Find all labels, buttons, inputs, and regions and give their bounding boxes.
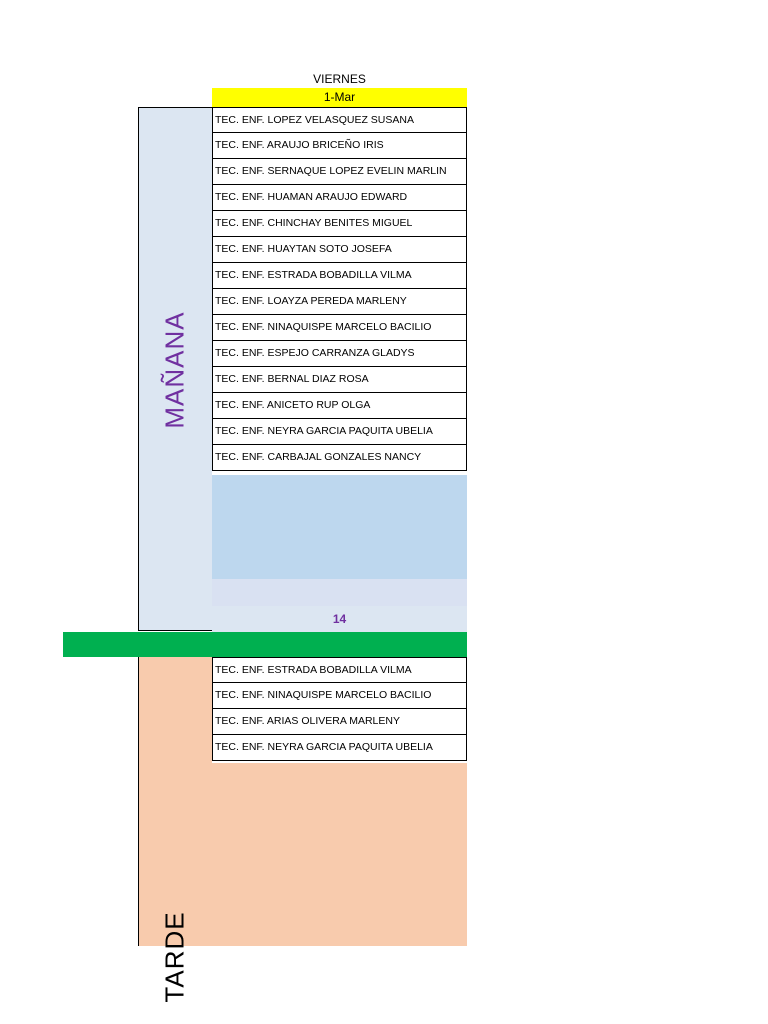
day-header: VIERNES <box>313 72 366 86</box>
staff-row: TEC. ENF. ESPEJO CARRANZA GLADYS <box>212 341 467 367</box>
staff-row: TEC. ENF. NINAQUISPE MARCELO BACILIO <box>212 683 467 709</box>
staff-row: TEC. ENF. LOAYZA PEREDA MARLENY <box>212 289 467 315</box>
staff-row: TEC. ENF. CARBAJAL GONZALES NANCY <box>212 445 467 471</box>
staff-row: TEC. ENF. ESTRADA BOBADILLA VILMA <box>212 657 467 683</box>
morning-staff-count: 14 <box>212 606 467 632</box>
staff-row: TEC. ENF. NINAQUISPE MARCELO BACILIO <box>212 315 467 341</box>
staff-row: TEC. ENF. HUAYTAN SOTO JOSEFA <box>212 237 467 263</box>
empty-slot-row <box>212 579 467 606</box>
staff-row: TEC. ENF. ESTRADA BOBADILLA VILMA <box>212 263 467 289</box>
staff-row: TEC. ENF. ANICETO RUP OLGA <box>212 393 467 419</box>
afternoon-shift-label: TARDE <box>159 911 190 1003</box>
shift-separator <box>63 632 467 657</box>
morning-staff-list <box>212 107 467 471</box>
staff-row: TEC. ENF. ARIAS OLIVERA MARLENY <box>212 709 467 735</box>
staff-row: TEC. ENF. SERNAQUE LOPEZ EVELIN MARLIN <box>212 159 467 185</box>
afternoon-label-area <box>138 657 212 1003</box>
staff-row: TEC. ENF. HUAMAN ARAUJO EDWARD <box>212 185 467 211</box>
empty-slots-band <box>212 475 467 579</box>
staff-row: TEC. ENF. NEYRA GARCIA PAQUITA UBELIA <box>212 419 467 445</box>
afternoon-empty-area <box>212 763 467 946</box>
staff-row: TEC. ENF. ARAUJO BRICEÑO IRIS <box>212 133 467 159</box>
afternoon-staff-list <box>212 657 467 761</box>
date-header: 1-Mar <box>212 88 467 107</box>
staff-row: TEC. ENF. LOPEZ VELASQUEZ SUSANA <box>212 107 467 133</box>
staff-row: TEC. ENF. NEYRA GARCIA PAQUITA UBELIA <box>212 735 467 761</box>
staff-row: TEC. ENF. CHINCHAY BENITES MIGUEL <box>212 211 467 237</box>
staff-row: TEC. ENF. BERNAL DIAZ ROSA <box>212 367 467 393</box>
morning-shift-label: MAÑANA <box>159 311 190 429</box>
